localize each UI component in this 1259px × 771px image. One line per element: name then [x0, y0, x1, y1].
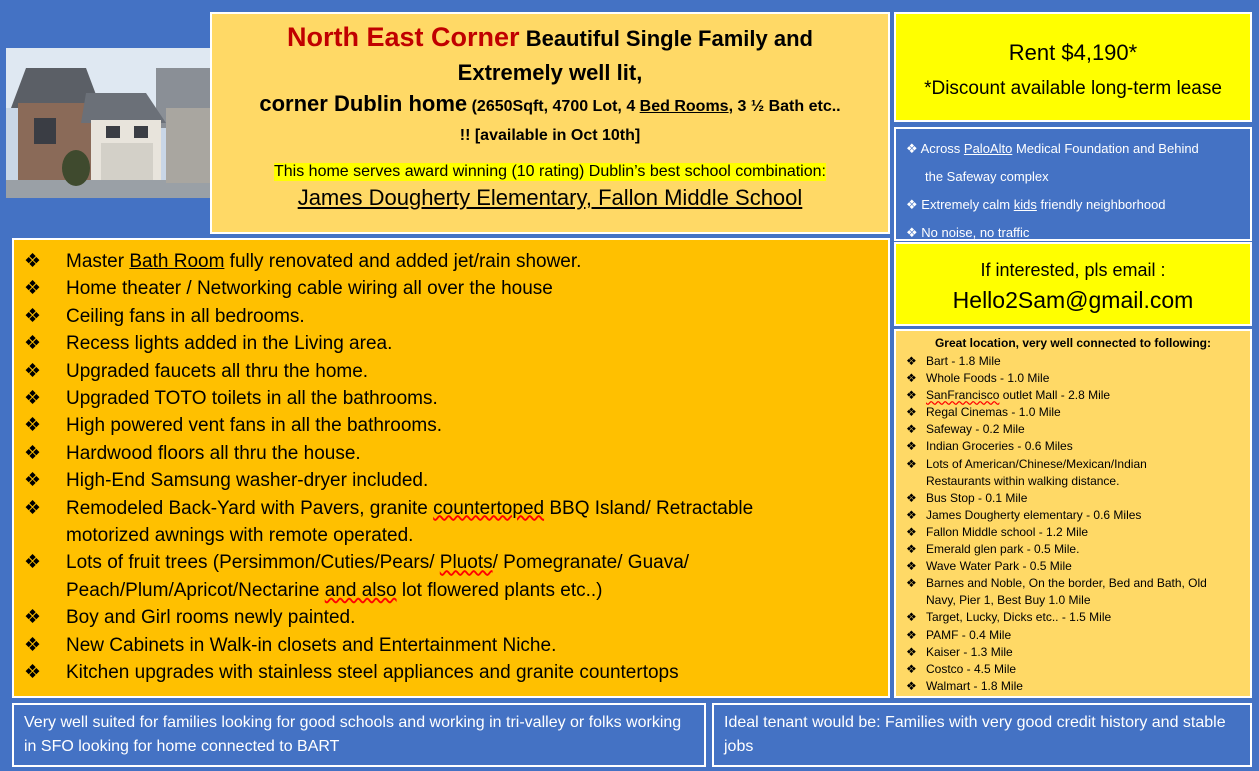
bullet-icon: ❖ — [24, 333, 42, 355]
bullet-icon: ❖ — [24, 607, 42, 629]
nearby-item: ❖ Safeway - 0.2 Mile — [906, 421, 1240, 438]
nearby-header: Great location, very well connected to following: — [934, 336, 1212, 350]
ideal-tenant-note: Ideal tenant would be: Families with very good credit history and stable jobs — [712, 703, 1252, 767]
title-details-a: (2650Sqft, 4700 Lot, 4 — [467, 98, 640, 115]
bullet-icon: ❖ — [906, 524, 917, 539]
title-line1: Beautiful Single Family and — [519, 26, 813, 51]
feature-item: ❖ High powered vent fans in all the bathrooms. — [24, 412, 878, 439]
bullet-icon: ❖ — [906, 627, 917, 642]
house-image — [6, 48, 210, 198]
feature-item: ❖ Lots of fruit trees (Persimmon/Cuties/Pears/ Pluots/ Pomegranate/ Guava/ Peach/Plum/Apricot/Nectarine and also lot flowered plants etc..) — [24, 549, 878, 604]
bullet-icon: ❖ — [24, 278, 42, 300]
bullet-icon: ❖ — [906, 507, 917, 522]
nearby-item: ❖ Whole Foods - 1.0 Mile — [906, 370, 1240, 387]
nearby-item: ❖ Barnes and Noble, On the border, Bed and Bath, Old Navy, Pier 1, Best Buy 1.0 Mile — [906, 576, 1207, 608]
bullet-icon: ❖ — [24, 251, 42, 272]
bullet-icon: ❖ — [24, 662, 42, 684]
nearby-panel — [894, 329, 1252, 698]
bullet-icon: ❖ — [24, 388, 42, 410]
bullet-icon: ❖ — [906, 371, 917, 386]
features-panel — [12, 238, 890, 698]
feature-item: ❖ Hardwood floors all thru the house. — [24, 440, 878, 467]
bullet-icon: ❖ — [906, 678, 917, 693]
nearby-item: ❖ Kaiser - 1.3 Mile — [906, 644, 1240, 661]
bullet-icon: ❖ — [906, 225, 918, 240]
bullet-icon: ❖ — [24, 634, 42, 656]
title-details-bedrooms: Bed Rooms — [639, 98, 729, 115]
bullet-icon: ❖ — [906, 559, 917, 574]
nearby-item: ❖ Indian Groceries - 0.6 Miles — [906, 438, 1240, 455]
bullet-icon: ❖ — [24, 497, 42, 519]
nearby-item: ❖ Wave Water Park - 0.5 Mile — [906, 558, 1240, 575]
feature-item: ❖ Master Bath Room fully renovated and added jet/rain shower. — [24, 248, 878, 275]
feature-item: ❖ Upgraded TOTO toilets in all the bathrooms. — [24, 385, 878, 412]
nearby-item: ❖ Fallon Middle school - 1.2 Mile — [906, 524, 1240, 541]
feature-item: ❖ Remodeled Back-Yard with Pavers, granite countertoped BBQ Island/ Retractable motorized awnings with remote operated. — [24, 495, 878, 550]
availability: !! [available in Oct 10th] — [459, 127, 641, 144]
location-item-cont: the Safeway complex — [925, 169, 1049, 184]
house-photo — [6, 48, 210, 198]
bullet-icon: ❖ — [24, 552, 42, 574]
bullet-icon: ❖ — [906, 405, 917, 420]
nearby-item: ❖ PAMF - 0.4 Mile — [906, 627, 1240, 644]
bullet-icon: ❖ — [906, 610, 917, 625]
title-line3: corner Dublin home — [259, 91, 468, 116]
contact-email[interactable]: Hello2Sam@gmail.com — [952, 287, 1194, 313]
nearby-item: ❖ Costco - 4.5 Mile — [906, 661, 1240, 678]
bullet-icon: ❖ — [906, 542, 917, 557]
bullet-icon: ❖ — [906, 388, 917, 403]
feature-item: ❖ Upgraded faucets all thru the home. — [24, 358, 878, 385]
listing-title-panel — [210, 12, 890, 234]
bullet-icon: ❖ — [906, 661, 917, 676]
bullet-icon: ❖ — [24, 470, 42, 492]
nearby-item: ❖ Emerald glen park - 0.5 Mile. — [906, 541, 1240, 558]
bullet-icon: ❖ — [24, 360, 42, 382]
title-highlight: North East Corner — [287, 22, 520, 52]
rent-price: Rent $4,190* — [1008, 40, 1138, 65]
bullet-icon: ❖ — [906, 490, 917, 505]
location-panel — [894, 127, 1252, 241]
feature-item: ❖ Ceiling fans in all bedrooms. — [24, 303, 878, 330]
location-item: ❖ Across PaloAlto Medical Foundation and Behind — [906, 141, 1199, 156]
feature-item: ❖ Recess lights added in the Living area. — [24, 330, 878, 357]
feature-item: ❖ Home theater / Networking cable wiring all over the house — [24, 275, 878, 302]
nearby-item: ❖ Bus Stop - 0.1 Mile — [906, 490, 1240, 507]
nearby-item: ❖ Walmart - 1.8 Mile — [906, 678, 1240, 695]
bullet-icon: ❖ — [906, 456, 917, 471]
nearby-item: ❖ Bart - 1.8 Mile — [906, 353, 1240, 370]
contact-panel — [894, 242, 1252, 326]
nearby-item: ❖ Lots of American/Chinese/Mexican/Indian Restaurants within walking distance. — [906, 456, 1147, 488]
feature-item: ❖ Kitchen upgrades with stainless steel appliances and granite countertops — [24, 659, 878, 686]
nearby-item: ❖ SanFrancisco outlet Mall - 2.8 Mile — [906, 387, 1240, 404]
location-item: ❖ No noise, no traffic — [906, 225, 1030, 240]
feature-item: ❖ New Cabinets in Walk-in closets and Entertainment Niche. — [24, 632, 878, 659]
nearby-item: ❖ James Dougherty elementary - 0.6 Miles — [906, 507, 1240, 524]
rent-panel — [894, 12, 1252, 122]
bullet-icon: ❖ — [906, 439, 917, 454]
feature-item: ❖ Boy and Girl rooms newly painted. — [24, 604, 878, 631]
location-item: ❖ Extremely calm kids friendly neighborhood — [906, 197, 1166, 212]
bullet-icon: ❖ — [906, 576, 917, 591]
rent-note: *Discount available long-term lease — [924, 78, 1222, 99]
nearby-item: ❖ Target, Lucky, Dicks etc.. - 1.5 Mile — [906, 609, 1240, 626]
bullet-icon: ❖ — [24, 442, 42, 464]
feature-item: ❖ High-End Samsung washer-dryer included. — [24, 467, 878, 494]
bullet-icon: ❖ — [906, 422, 917, 437]
bullet-icon: ❖ — [906, 197, 918, 212]
title-details-b: , 3 ½ Bath etc.. — [728, 98, 841, 115]
nearby-item: ❖ Regal Cinemas - 1.0 Mile — [906, 404, 1240, 421]
school-intro: This home serves award winning (10 rating) Dublin’s best school combination: — [274, 163, 826, 180]
suitability-note: Very well suited for families looking for good schools and working in tri-valley or folks working in SFO looking for home connected to BART — [12, 703, 706, 767]
title-line2: Extremely well lit, — [457, 60, 643, 85]
bullet-icon: ❖ — [24, 415, 42, 437]
bullet-icon: ❖ — [906, 644, 917, 659]
bullet-icon: ❖ — [906, 141, 918, 156]
bullet-icon: ❖ — [24, 305, 42, 327]
school-names: James Dougherty Elementary, Fallon Middle School — [297, 185, 803, 210]
contact-prompt: If interested, pls email : — [980, 260, 1166, 280]
bullet-icon: ❖ — [906, 354, 917, 368]
